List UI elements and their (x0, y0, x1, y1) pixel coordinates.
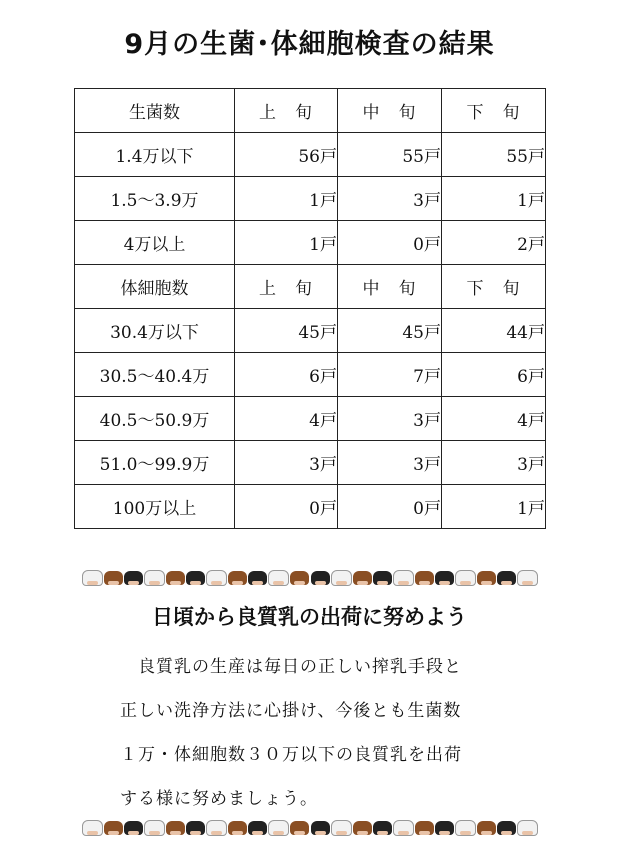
table-row (75, 441, 546, 485)
cow-icon (373, 821, 392, 835)
table-row (75, 485, 546, 529)
cow-icon (206, 820, 227, 836)
cow-icon (455, 570, 476, 586)
table-row (75, 397, 546, 441)
message-line: 良質乳の生産は毎日の正しい搾乳手段と (138, 657, 462, 677)
range-label: 1.4万以下 (75, 133, 235, 177)
cow-icon (290, 821, 309, 835)
page-title: 9月の生菌･体細胞検査の結果 (124, 29, 495, 60)
message-line: する様に努めましょう。 (120, 789, 318, 809)
period-mid: 中 旬 (338, 265, 442, 309)
value-cell: 45戸 (235, 309, 338, 353)
table-row (75, 353, 546, 397)
period-late: 下 旬 (442, 265, 546, 309)
range-label: 40.5～50.9万 (75, 397, 235, 441)
value-cell: 0戸 (338, 221, 442, 265)
cow-icon (290, 571, 309, 585)
cow-icon (186, 821, 205, 835)
cow-icon (104, 821, 123, 835)
cow-icon (415, 571, 434, 585)
value-cell: 3戸 (338, 397, 442, 441)
value-cell: 45戸 (338, 309, 442, 353)
value-cell: 1戸 (235, 221, 338, 265)
cow-icon (435, 821, 454, 835)
bacteria-count-label: 生菌数 (75, 89, 235, 133)
cow-icon (248, 571, 267, 585)
range-label: 1.5～3.9万 (75, 177, 235, 221)
cow-icon (82, 570, 103, 586)
cow-icon (228, 571, 247, 585)
value-cell: 3戸 (442, 441, 546, 485)
table-row (75, 177, 546, 221)
cow-icon (144, 570, 165, 586)
table-row (75, 309, 546, 353)
cow-icon (415, 821, 434, 835)
cow-icon (497, 821, 516, 835)
cow-border-bottom (82, 818, 538, 838)
value-cell: 6戸 (235, 353, 338, 397)
cow-icon (248, 821, 267, 835)
message-heading: 日頃から良質乳の出荷に努めよう (152, 605, 467, 629)
period-early: 上 旬 (235, 265, 338, 309)
cow-icon (186, 571, 205, 585)
value-cell: 7戸 (338, 353, 442, 397)
table-row (75, 133, 546, 177)
value-cell: 44戸 (442, 309, 546, 353)
cow-icon (166, 571, 185, 585)
message-line: １万・体細胞数３０万以下の良質乳を出荷 (120, 745, 462, 765)
value-cell: 2戸 (442, 221, 546, 265)
cow-icon (517, 570, 538, 586)
cow-icon (228, 821, 247, 835)
value-cell: 1戸 (442, 177, 546, 221)
cow-icon (497, 571, 516, 585)
cow-icon (268, 570, 289, 586)
cow-icon (353, 571, 372, 585)
cow-border-top (82, 568, 538, 588)
message-line: 正しい洗浄方法に心掛け、今後とも生菌数 (120, 701, 462, 721)
range-label: 30.4万以下 (75, 309, 235, 353)
cow-icon (455, 820, 476, 836)
cow-icon (124, 571, 143, 585)
value-cell: 55戸 (338, 133, 442, 177)
value-cell: 3戸 (338, 177, 442, 221)
table-row (75, 221, 546, 265)
cow-icon (104, 571, 123, 585)
cow-icon (393, 570, 414, 586)
value-cell: 6戸 (442, 353, 546, 397)
cow-icon (353, 821, 372, 835)
range-label: 51.0～99.9万 (75, 441, 235, 485)
value-cell: 3戸 (235, 441, 338, 485)
period-early: 上 旬 (235, 89, 338, 133)
cow-icon (435, 571, 454, 585)
cow-icon (393, 820, 414, 836)
somatic-cell-count-label: 体細胞数 (75, 265, 235, 309)
cow-icon (206, 570, 227, 586)
value-cell: 4戸 (235, 397, 338, 441)
value-cell: 55戸 (442, 133, 546, 177)
value-cell: 4戸 (442, 397, 546, 441)
period-late: 下 旬 (442, 89, 546, 133)
table-header-row-somatic (75, 265, 546, 309)
cow-icon (268, 820, 289, 836)
cow-icon (517, 820, 538, 836)
value-cell: 0戸 (338, 485, 442, 529)
cow-icon (82, 820, 103, 836)
range-label: 30.5～40.4万 (75, 353, 235, 397)
cow-icon (144, 820, 165, 836)
results-table (74, 88, 546, 529)
value-cell: 0戸 (235, 485, 338, 529)
cow-icon (373, 571, 392, 585)
value-cell: 1戸 (442, 485, 546, 529)
cow-icon (166, 821, 185, 835)
range-label: 4万以上 (75, 221, 235, 265)
period-mid: 中 旬 (338, 89, 442, 133)
cow-icon (331, 820, 352, 836)
cow-icon (477, 821, 496, 835)
cow-icon (477, 571, 496, 585)
range-label: 100万以上 (75, 485, 235, 529)
value-cell: 1戸 (235, 177, 338, 221)
cow-icon (124, 821, 143, 835)
table-header-row-bacteria (75, 89, 546, 133)
cow-icon (311, 821, 330, 835)
cow-icon (331, 570, 352, 586)
cow-icon (311, 571, 330, 585)
value-cell: 56戸 (235, 133, 338, 177)
value-cell: 3戸 (338, 441, 442, 485)
